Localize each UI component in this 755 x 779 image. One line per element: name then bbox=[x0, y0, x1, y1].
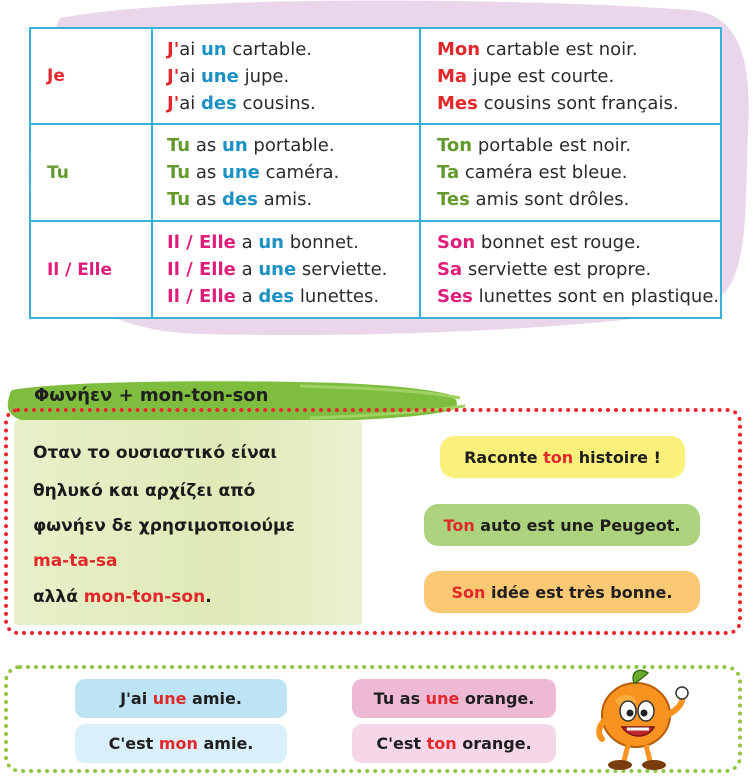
possessive-sentence: Mon cartable est noir. bbox=[437, 38, 638, 60]
possessive-cell bbox=[420, 124, 721, 221]
pair-sentence-pill: C'est mon amie. bbox=[75, 724, 287, 763]
possessive-sentence: Ta caméra est bleue. bbox=[437, 162, 628, 183]
example-sentence-pill: Raconte ton histoire ! bbox=[440, 436, 685, 478]
avoir-sentence: Il / Elle a un bonnet. bbox=[167, 232, 359, 253]
avoir-sentence: Il / Elle a des lunettes. bbox=[167, 286, 380, 307]
avoir-sentence: Tu as une caméra. bbox=[167, 162, 340, 183]
possessive-sentence: Mes cousins sont français. bbox=[437, 92, 679, 114]
example-sentence-pill: Ton auto est une Peugeot. bbox=[424, 504, 700, 546]
rule-line-2: θηλυκό και αρχίζει από bbox=[33, 481, 256, 501]
avoir-sentence: J'ai un cartable. bbox=[167, 38, 312, 60]
avoir-cell bbox=[152, 221, 420, 318]
example-sentence-pill: Son idée est très bonne. bbox=[424, 571, 700, 613]
pair-sentence-pill: C'est ton orange. bbox=[352, 724, 556, 763]
avoir-cell bbox=[152, 28, 420, 124]
avoir-cell bbox=[152, 124, 420, 221]
pronoun-cell: Tu bbox=[30, 124, 152, 221]
avoir-sentence: J'ai une jupe. bbox=[167, 65, 290, 87]
possessive-sentence: Ton portable est noir. bbox=[437, 135, 632, 156]
possessive-cell bbox=[420, 28, 721, 124]
avoir-sentence: Tu as des amis. bbox=[167, 189, 313, 210]
possessive-sentence: Sa serviette est propre. bbox=[437, 259, 652, 280]
possessive-cell bbox=[420, 221, 721, 318]
orange-mascot-icon bbox=[594, 665, 690, 775]
table-row bbox=[30, 28, 721, 124]
avoir-sentence: Il / Elle a une serviette. bbox=[167, 259, 388, 280]
pronoun-cell: Je bbox=[30, 28, 152, 124]
possessive-sentence: Ma jupe est courte. bbox=[437, 65, 615, 87]
avoir-sentence: J'ai des cousins. bbox=[167, 92, 316, 114]
rule-line-5: αλλά mon-ton-son. bbox=[33, 587, 212, 607]
pair-sentence-pill: Tu as une orange. bbox=[352, 679, 556, 718]
possessive-sentence: Tes amis sont drôles. bbox=[437, 189, 630, 210]
table-row bbox=[30, 221, 721, 318]
avoir-sentence: Tu as un portable. bbox=[167, 135, 335, 156]
possessive-sentence: Ses lunettes sont en plastique. bbox=[437, 286, 720, 307]
pronoun-cell: Il / Elle bbox=[30, 221, 152, 318]
possessive-sentence: Son bonnet est rouge. bbox=[437, 232, 641, 253]
rule-line-3: φωνήεν δε χρησιμοποιούμε bbox=[33, 516, 295, 536]
rule-line-4: ma-ta-sa bbox=[33, 551, 118, 571]
possessive-table bbox=[29, 27, 722, 319]
rule-line-1: Οταν το ουσιαστικό είναι bbox=[33, 443, 277, 463]
pair-sentence-pill: J'ai une amie. bbox=[75, 679, 287, 718]
section-title: Φωνήεν + mon-ton-son bbox=[34, 385, 269, 406]
table-row bbox=[30, 124, 721, 221]
